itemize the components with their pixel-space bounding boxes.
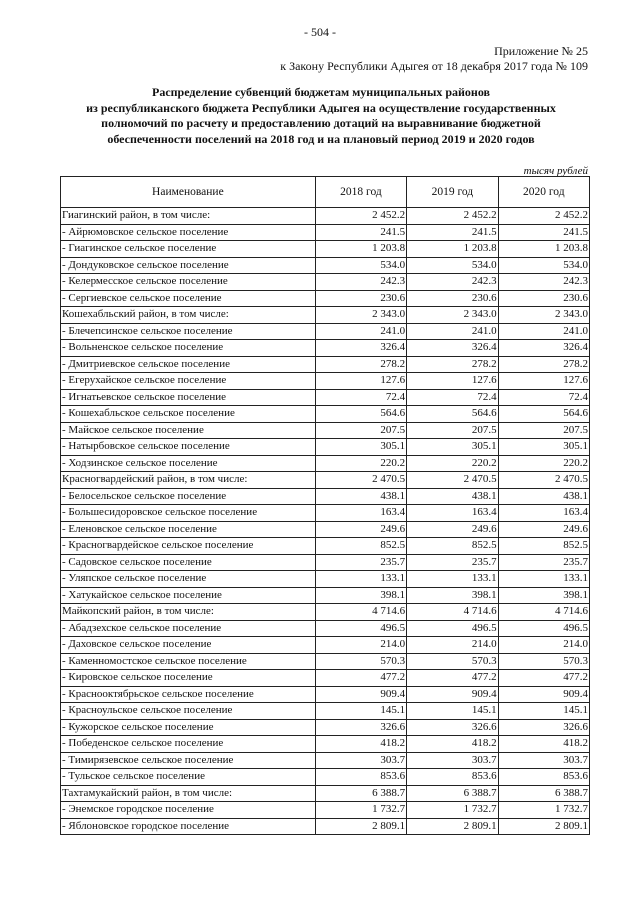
cell-2020: 2 343.0 bbox=[498, 307, 589, 324]
cell-2020: 1 732.7 bbox=[498, 802, 589, 819]
cell-2019: 214.0 bbox=[407, 637, 498, 654]
cell-name: - Келермесское сельское поселение bbox=[61, 274, 316, 291]
table-row bbox=[61, 604, 590, 621]
cell-name: - Вольненское сельское поселение bbox=[61, 340, 316, 357]
cell-name: Красногвардейский район, в том числе: bbox=[61, 472, 316, 489]
cell-2019: 230.6 bbox=[407, 290, 498, 307]
cell-2020: 305.1 bbox=[498, 439, 589, 456]
cell-2018: 278.2 bbox=[315, 356, 406, 373]
table-header-row bbox=[61, 177, 590, 208]
cell-2020: 145.1 bbox=[498, 703, 589, 720]
table-row bbox=[61, 505, 590, 522]
cell-2020: 1 203.8 bbox=[498, 241, 589, 258]
cell-2019: 2 343.0 bbox=[407, 307, 498, 324]
title-line: Распределение субвенций бюджетам муниципальных районов bbox=[151, 85, 491, 99]
table-body bbox=[61, 208, 590, 835]
document-title bbox=[60, 85, 582, 147]
cell-2019: 249.6 bbox=[407, 521, 498, 538]
cell-2020: 278.2 bbox=[498, 356, 589, 373]
table-row bbox=[61, 521, 590, 538]
cell-2019: 220.2 bbox=[407, 455, 498, 472]
table-row bbox=[61, 323, 590, 340]
table-row bbox=[61, 340, 590, 357]
table-row bbox=[61, 224, 590, 241]
cell-name: - Тимирязевское сельское поселение bbox=[61, 752, 316, 769]
cell-2018: 163.4 bbox=[315, 505, 406, 522]
table-row bbox=[61, 802, 590, 819]
cell-2018: 207.5 bbox=[315, 422, 406, 439]
cell-2018: 570.3 bbox=[315, 653, 406, 670]
cell-name: - Кировское сельское поселение bbox=[61, 670, 316, 687]
table-row bbox=[61, 554, 590, 571]
table-row bbox=[61, 653, 590, 670]
cell-name: - Натырбовское сельское поселение bbox=[61, 439, 316, 456]
cell-name: Гиагинский район, в том числе: bbox=[61, 208, 316, 225]
cell-2020: 220.2 bbox=[498, 455, 589, 472]
cell-2018: 326.6 bbox=[315, 719, 406, 736]
cell-2020: 241.0 bbox=[498, 323, 589, 340]
cell-2018: 127.6 bbox=[315, 373, 406, 390]
table-row bbox=[61, 290, 590, 307]
cell-2019: 2 809.1 bbox=[407, 818, 498, 835]
cell-name: - Белосельское сельское поселение bbox=[61, 488, 316, 505]
cell-name: - Еленовское сельское поселение bbox=[61, 521, 316, 538]
cell-2020: 2 452.2 bbox=[498, 208, 589, 225]
cell-name: - Краснооктябрьское сельское поселение bbox=[61, 686, 316, 703]
page-number: - 504 - bbox=[304, 25, 336, 39]
header-name: Наименование bbox=[61, 177, 316, 208]
title-line: обеспеченности поселений на 2018 год и на плановый период 2019 и 2020 годов bbox=[107, 131, 535, 146]
cell-name: - Гиагинское сельское поселение bbox=[61, 241, 316, 258]
table-row bbox=[61, 686, 590, 703]
cell-2018: 1 203.8 bbox=[315, 241, 406, 258]
cell-name: - Уляпское сельское поселение bbox=[61, 571, 316, 588]
cell-2019: 438.1 bbox=[407, 488, 498, 505]
cell-2020: 72.4 bbox=[498, 389, 589, 406]
cell-2018: 220.2 bbox=[315, 455, 406, 472]
cell-2019: 72.4 bbox=[407, 389, 498, 406]
appendix-number: Приложение № 25 bbox=[494, 44, 588, 58]
table-row bbox=[61, 455, 590, 472]
cell-2019: 326.6 bbox=[407, 719, 498, 736]
cell-2019: 570.3 bbox=[407, 653, 498, 670]
cell-2020: 235.7 bbox=[498, 554, 589, 571]
cell-2020: 496.5 bbox=[498, 620, 589, 637]
cell-2020: 852.5 bbox=[498, 538, 589, 555]
cell-2018: 326.4 bbox=[315, 340, 406, 357]
cell-2020: 564.6 bbox=[498, 406, 589, 423]
cell-name: Кошехабльский район, в том числе: bbox=[61, 307, 316, 324]
cell-2019: 398.1 bbox=[407, 587, 498, 604]
header-2020: 2020 год bbox=[498, 177, 589, 208]
cell-2019: 163.4 bbox=[407, 505, 498, 522]
cell-2019: 909.4 bbox=[407, 686, 498, 703]
cell-2018: 214.0 bbox=[315, 637, 406, 654]
cell-name: - Дмитриевское сельское поселение bbox=[61, 356, 316, 373]
table-row bbox=[61, 307, 590, 324]
cell-name: - Каменномостское сельское поселение bbox=[61, 653, 316, 670]
cell-2020: 418.2 bbox=[498, 736, 589, 753]
cell-2018: 909.4 bbox=[315, 686, 406, 703]
header-2018: 2018 год bbox=[315, 177, 406, 208]
cell-name: - Даховское сельское поселение bbox=[61, 637, 316, 654]
table-row bbox=[61, 818, 590, 835]
cell-2018: 564.6 bbox=[315, 406, 406, 423]
cell-2019: 1 732.7 bbox=[407, 802, 498, 819]
title-line: из республиканского бюджета Республики Адыгея на осуществление государственных bbox=[86, 100, 556, 115]
cell-name: - Дондуковское сельское поселение bbox=[61, 257, 316, 274]
cell-2018: 477.2 bbox=[315, 670, 406, 687]
cell-2020: 853.6 bbox=[498, 769, 589, 786]
cell-2019: 133.1 bbox=[407, 571, 498, 588]
cell-name: - Игнатьевское сельское поселение bbox=[61, 389, 316, 406]
cell-2020: 909.4 bbox=[498, 686, 589, 703]
cell-2019: 852.5 bbox=[407, 538, 498, 555]
table-row bbox=[61, 389, 590, 406]
cell-2019: 1 203.8 bbox=[407, 241, 498, 258]
cell-name: Майкопский район, в том числе: bbox=[61, 604, 316, 621]
cell-2018: 241.5 bbox=[315, 224, 406, 241]
cell-name: - Сергиевское сельское поселение bbox=[61, 290, 316, 307]
cell-name: - Блечепсинское сельское поселение bbox=[61, 323, 316, 340]
cell-2020: 242.3 bbox=[498, 274, 589, 291]
cell-2020: 2 470.5 bbox=[498, 472, 589, 489]
cell-name: - Победенское сельское поселение bbox=[61, 736, 316, 753]
cell-2019: 241.0 bbox=[407, 323, 498, 340]
table-row bbox=[61, 472, 590, 489]
cell-2020: 398.1 bbox=[498, 587, 589, 604]
table-row bbox=[61, 422, 590, 439]
appendix-reference bbox=[280, 44, 588, 74]
cell-name: - Айрюмовское сельское поселение bbox=[61, 224, 316, 241]
cell-2019: 6 388.7 bbox=[407, 785, 498, 802]
cell-2020: 214.0 bbox=[498, 637, 589, 654]
table-row bbox=[61, 785, 590, 802]
table-row bbox=[61, 538, 590, 555]
table-row bbox=[61, 736, 590, 753]
table-row bbox=[61, 769, 590, 786]
cell-2020: 127.6 bbox=[498, 373, 589, 390]
cell-2019: 418.2 bbox=[407, 736, 498, 753]
cell-2018: 418.2 bbox=[315, 736, 406, 753]
cell-name: - Яблоновское городское поселение bbox=[61, 818, 316, 835]
cell-name: - Кошехабльское сельское поселение bbox=[61, 406, 316, 423]
cell-2018: 853.6 bbox=[315, 769, 406, 786]
cell-2018: 241.0 bbox=[315, 323, 406, 340]
units-label: тысяч рублей bbox=[523, 165, 588, 177]
cell-2018: 249.6 bbox=[315, 521, 406, 538]
cell-2019: 564.6 bbox=[407, 406, 498, 423]
table-row bbox=[61, 439, 590, 456]
table-row bbox=[61, 208, 590, 225]
cell-name: - Майское сельское поселение bbox=[61, 422, 316, 439]
cell-2020: 438.1 bbox=[498, 488, 589, 505]
cell-2020: 326.6 bbox=[498, 719, 589, 736]
cell-name: Тахтамукайский район, в том числе: bbox=[61, 785, 316, 802]
cell-2018: 303.7 bbox=[315, 752, 406, 769]
cell-2018: 438.1 bbox=[315, 488, 406, 505]
table-row bbox=[61, 356, 590, 373]
table-row bbox=[61, 587, 590, 604]
cell-2020: 6 388.7 bbox=[498, 785, 589, 802]
cell-2018: 145.1 bbox=[315, 703, 406, 720]
cell-2018: 235.7 bbox=[315, 554, 406, 571]
cell-name: - Тульское сельское поселение bbox=[61, 769, 316, 786]
cell-2018: 2 452.2 bbox=[315, 208, 406, 225]
cell-2019: 278.2 bbox=[407, 356, 498, 373]
cell-2019: 207.5 bbox=[407, 422, 498, 439]
cell-name: - Садовское сельское поселение bbox=[61, 554, 316, 571]
cell-2020: 477.2 bbox=[498, 670, 589, 687]
table-row bbox=[61, 241, 590, 258]
table-row bbox=[61, 406, 590, 423]
cell-2018: 398.1 bbox=[315, 587, 406, 604]
cell-2020: 570.3 bbox=[498, 653, 589, 670]
cell-name: - Хатукайское сельское поселение bbox=[61, 587, 316, 604]
cell-2020: 133.1 bbox=[498, 571, 589, 588]
cell-name: - Красноульское сельское поселение bbox=[61, 703, 316, 720]
cell-2020: 326.4 bbox=[498, 340, 589, 357]
cell-2020: 2 809.1 bbox=[498, 818, 589, 835]
cell-2019: 2 470.5 bbox=[407, 472, 498, 489]
cell-2019: 242.3 bbox=[407, 274, 498, 291]
cell-2019: 853.6 bbox=[407, 769, 498, 786]
table-row bbox=[61, 274, 590, 291]
table-row bbox=[61, 670, 590, 687]
cell-2018: 852.5 bbox=[315, 538, 406, 555]
table-row bbox=[61, 703, 590, 720]
table-row bbox=[61, 719, 590, 736]
cell-2018: 72.4 bbox=[315, 389, 406, 406]
cell-2018: 133.1 bbox=[315, 571, 406, 588]
cell-name: - Ходзинское сельское поселение bbox=[61, 455, 316, 472]
cell-2018: 534.0 bbox=[315, 257, 406, 274]
cell-2019: 2 452.2 bbox=[407, 208, 498, 225]
law-reference: к Закону Республики Адыгея от 18 декабря 2017 года № 109 bbox=[280, 59, 588, 73]
table-row bbox=[61, 637, 590, 654]
cell-name: - Абадзехское сельское поселение bbox=[61, 620, 316, 637]
cell-2018: 2 470.5 bbox=[315, 472, 406, 489]
table-row bbox=[61, 620, 590, 637]
cell-2019: 534.0 bbox=[407, 257, 498, 274]
cell-name: - Энемское городское поселение bbox=[61, 802, 316, 819]
cell-2019: 241.5 bbox=[407, 224, 498, 241]
cell-2019: 477.2 bbox=[407, 670, 498, 687]
cell-2018: 1 732.7 bbox=[315, 802, 406, 819]
cell-2019: 303.7 bbox=[407, 752, 498, 769]
cell-2020: 241.5 bbox=[498, 224, 589, 241]
header-2019: 2019 год bbox=[407, 177, 498, 208]
cell-2019: 127.6 bbox=[407, 373, 498, 390]
cell-2019: 4 714.6 bbox=[407, 604, 498, 621]
cell-2020: 249.6 bbox=[498, 521, 589, 538]
cell-2020: 163.4 bbox=[498, 505, 589, 522]
cell-2019: 305.1 bbox=[407, 439, 498, 456]
cell-2018: 230.6 bbox=[315, 290, 406, 307]
table-row bbox=[61, 752, 590, 769]
cell-2020: 534.0 bbox=[498, 257, 589, 274]
cell-2019: 145.1 bbox=[407, 703, 498, 720]
cell-2019: 496.5 bbox=[407, 620, 498, 637]
title-line: полномочий по расчету и предоставлению дотаций на выравнивание бюджетной bbox=[101, 116, 541, 130]
cell-name: - Егерухайское сельское поселение bbox=[61, 373, 316, 390]
cell-2018: 496.5 bbox=[315, 620, 406, 637]
cell-2018: 2 343.0 bbox=[315, 307, 406, 324]
cell-name: - Большесидоровское сельское поселение bbox=[61, 505, 316, 522]
cell-2019: 326.4 bbox=[407, 340, 498, 357]
cell-2019: 235.7 bbox=[407, 554, 498, 571]
subsidy-table bbox=[60, 176, 590, 835]
cell-2018: 4 714.6 bbox=[315, 604, 406, 621]
cell-2020: 4 714.6 bbox=[498, 604, 589, 621]
table-row bbox=[61, 488, 590, 505]
cell-2020: 230.6 bbox=[498, 290, 589, 307]
cell-2018: 305.1 bbox=[315, 439, 406, 456]
cell-name: - Красногвардейское сельское поселение bbox=[61, 538, 316, 555]
table-row bbox=[61, 373, 590, 390]
cell-2018: 2 809.1 bbox=[315, 818, 406, 835]
cell-2020: 207.5 bbox=[498, 422, 589, 439]
table-row bbox=[61, 257, 590, 274]
cell-2020: 303.7 bbox=[498, 752, 589, 769]
cell-name: - Кужорское сельское поселение bbox=[61, 719, 316, 736]
cell-2018: 6 388.7 bbox=[315, 785, 406, 802]
table-row bbox=[61, 571, 590, 588]
cell-2018: 242.3 bbox=[315, 274, 406, 291]
